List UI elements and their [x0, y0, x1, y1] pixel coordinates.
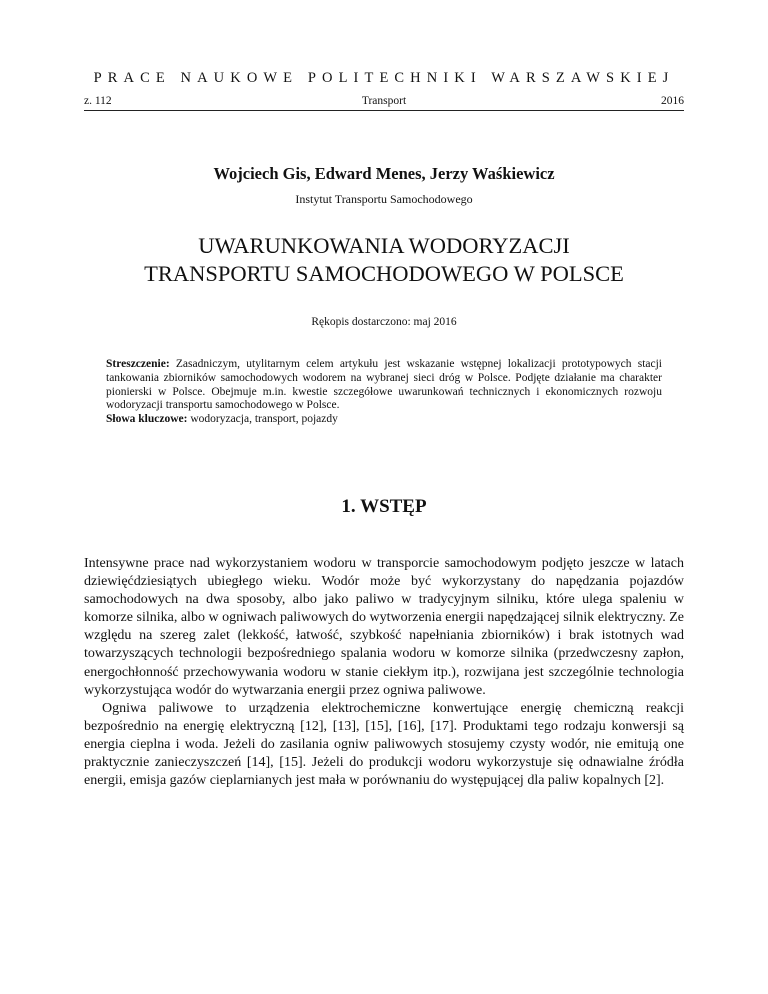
- abstract-text: Zasadniczym, utylitarnym celem artykułu jest wskazanie wstępnej lokalizacji prototypowych stacji tankowania zbiorników samochodowych wodorem na wybranej sieci dróg w Polsce. Podjęte działanie ma charakter pionierski w Polsce. Obejmuje m.in. kwestie szczegółowe uwarunkowań technicznych i ekonomicznych rozwoju wodoryzacji transportu samochodowego w Polsce.: [106, 358, 662, 412]
- journal-series: Transport: [361, 95, 407, 107]
- keywords-label: Słowa kluczowe:: [106, 413, 188, 426]
- publication-year: 2016: [661, 95, 684, 107]
- keywords-text: wodoryzacja, transport, pojazdy: [190, 413, 338, 426]
- authors: Wojciech Gis, Edward Menes, Jerzy Waśkiewicz: [213, 164, 555, 183]
- received-date: Rękopis dostarczono: maj 2016: [311, 316, 457, 328]
- abstract-label: Streszczenie:: [106, 358, 170, 370]
- header-rule: [84, 110, 684, 111]
- section-heading: 1. WSTĘP: [341, 496, 427, 517]
- abstract: [106, 358, 662, 427]
- title-line-2: TRANSPORTU SAMOCHODOWEGO W POLSCE: [144, 261, 624, 286]
- keywords: [106, 413, 662, 427]
- abstract-paragraph: [106, 358, 662, 413]
- body-paragraph-2: Ogniwa paliwowe to urządzenia elektrochemiczne konwertujące energię chemiczną reakcji bezpośrednio na energię elektryczną [12], [13], [15], [16], [17]. Produktami tego rodzaju konwersji są energia cieplna i woda. Jeżeli do zasilania ogniw paliwowych stosujemy czysty wodór, nie emitują one praktycznie zanieczyszczeń [14], [15]. Jeżeli do produkcji wodoru wykorzystuje się odnawialne źródła energii, emisja gazów cieplarnianych jest mała w porównaniu do występującej dla paliw kopalnych [2].: [84, 700, 684, 789]
- title-line-1: UWARUNKOWANIA WODORYZACJI: [198, 233, 570, 258]
- issue-number: z. 112: [84, 95, 112, 107]
- article-title: [84, 232, 684, 288]
- journal-name: PRACE NAUKOWE POLITECHNIKI WARSZAWSKIEJ: [93, 70, 675, 86]
- body-paragraph-1: Intensywne prace nad wykorzystaniem wodoru w transporcie samochodowym podjęto jeszcze w latach dziewięćdziesiątych ubiegłego wieku. Wodór może być wykorzystany do napędzania pojazdów samochodowych na dwa sposoby, albo jako paliwo w tradycyjnym silniku, które ulega spaleniu w komorze silnika, albo w ogniwach paliwowych do wytworzenia energii napędzającej silnik elektryczny. Ze względu na szereg zalet (lekkość, łatwość, szybkość napełniania zbiorników) i brak istotnych wad towarzyszących technologii bezpośredniego spalania wodoru w komorze silnika (przedwczesny zapłon, energochłonność przechowywania wodoru w stanie ciekłym itp.), rozwijana jest szczególnie technologia wykorzystująca wodór do wytwarzania energii przez ogniwa paliwowe.: [84, 556, 684, 698]
- affiliation: Instytut Transportu Samochodowego: [295, 192, 473, 206]
- section-body: [84, 555, 684, 790]
